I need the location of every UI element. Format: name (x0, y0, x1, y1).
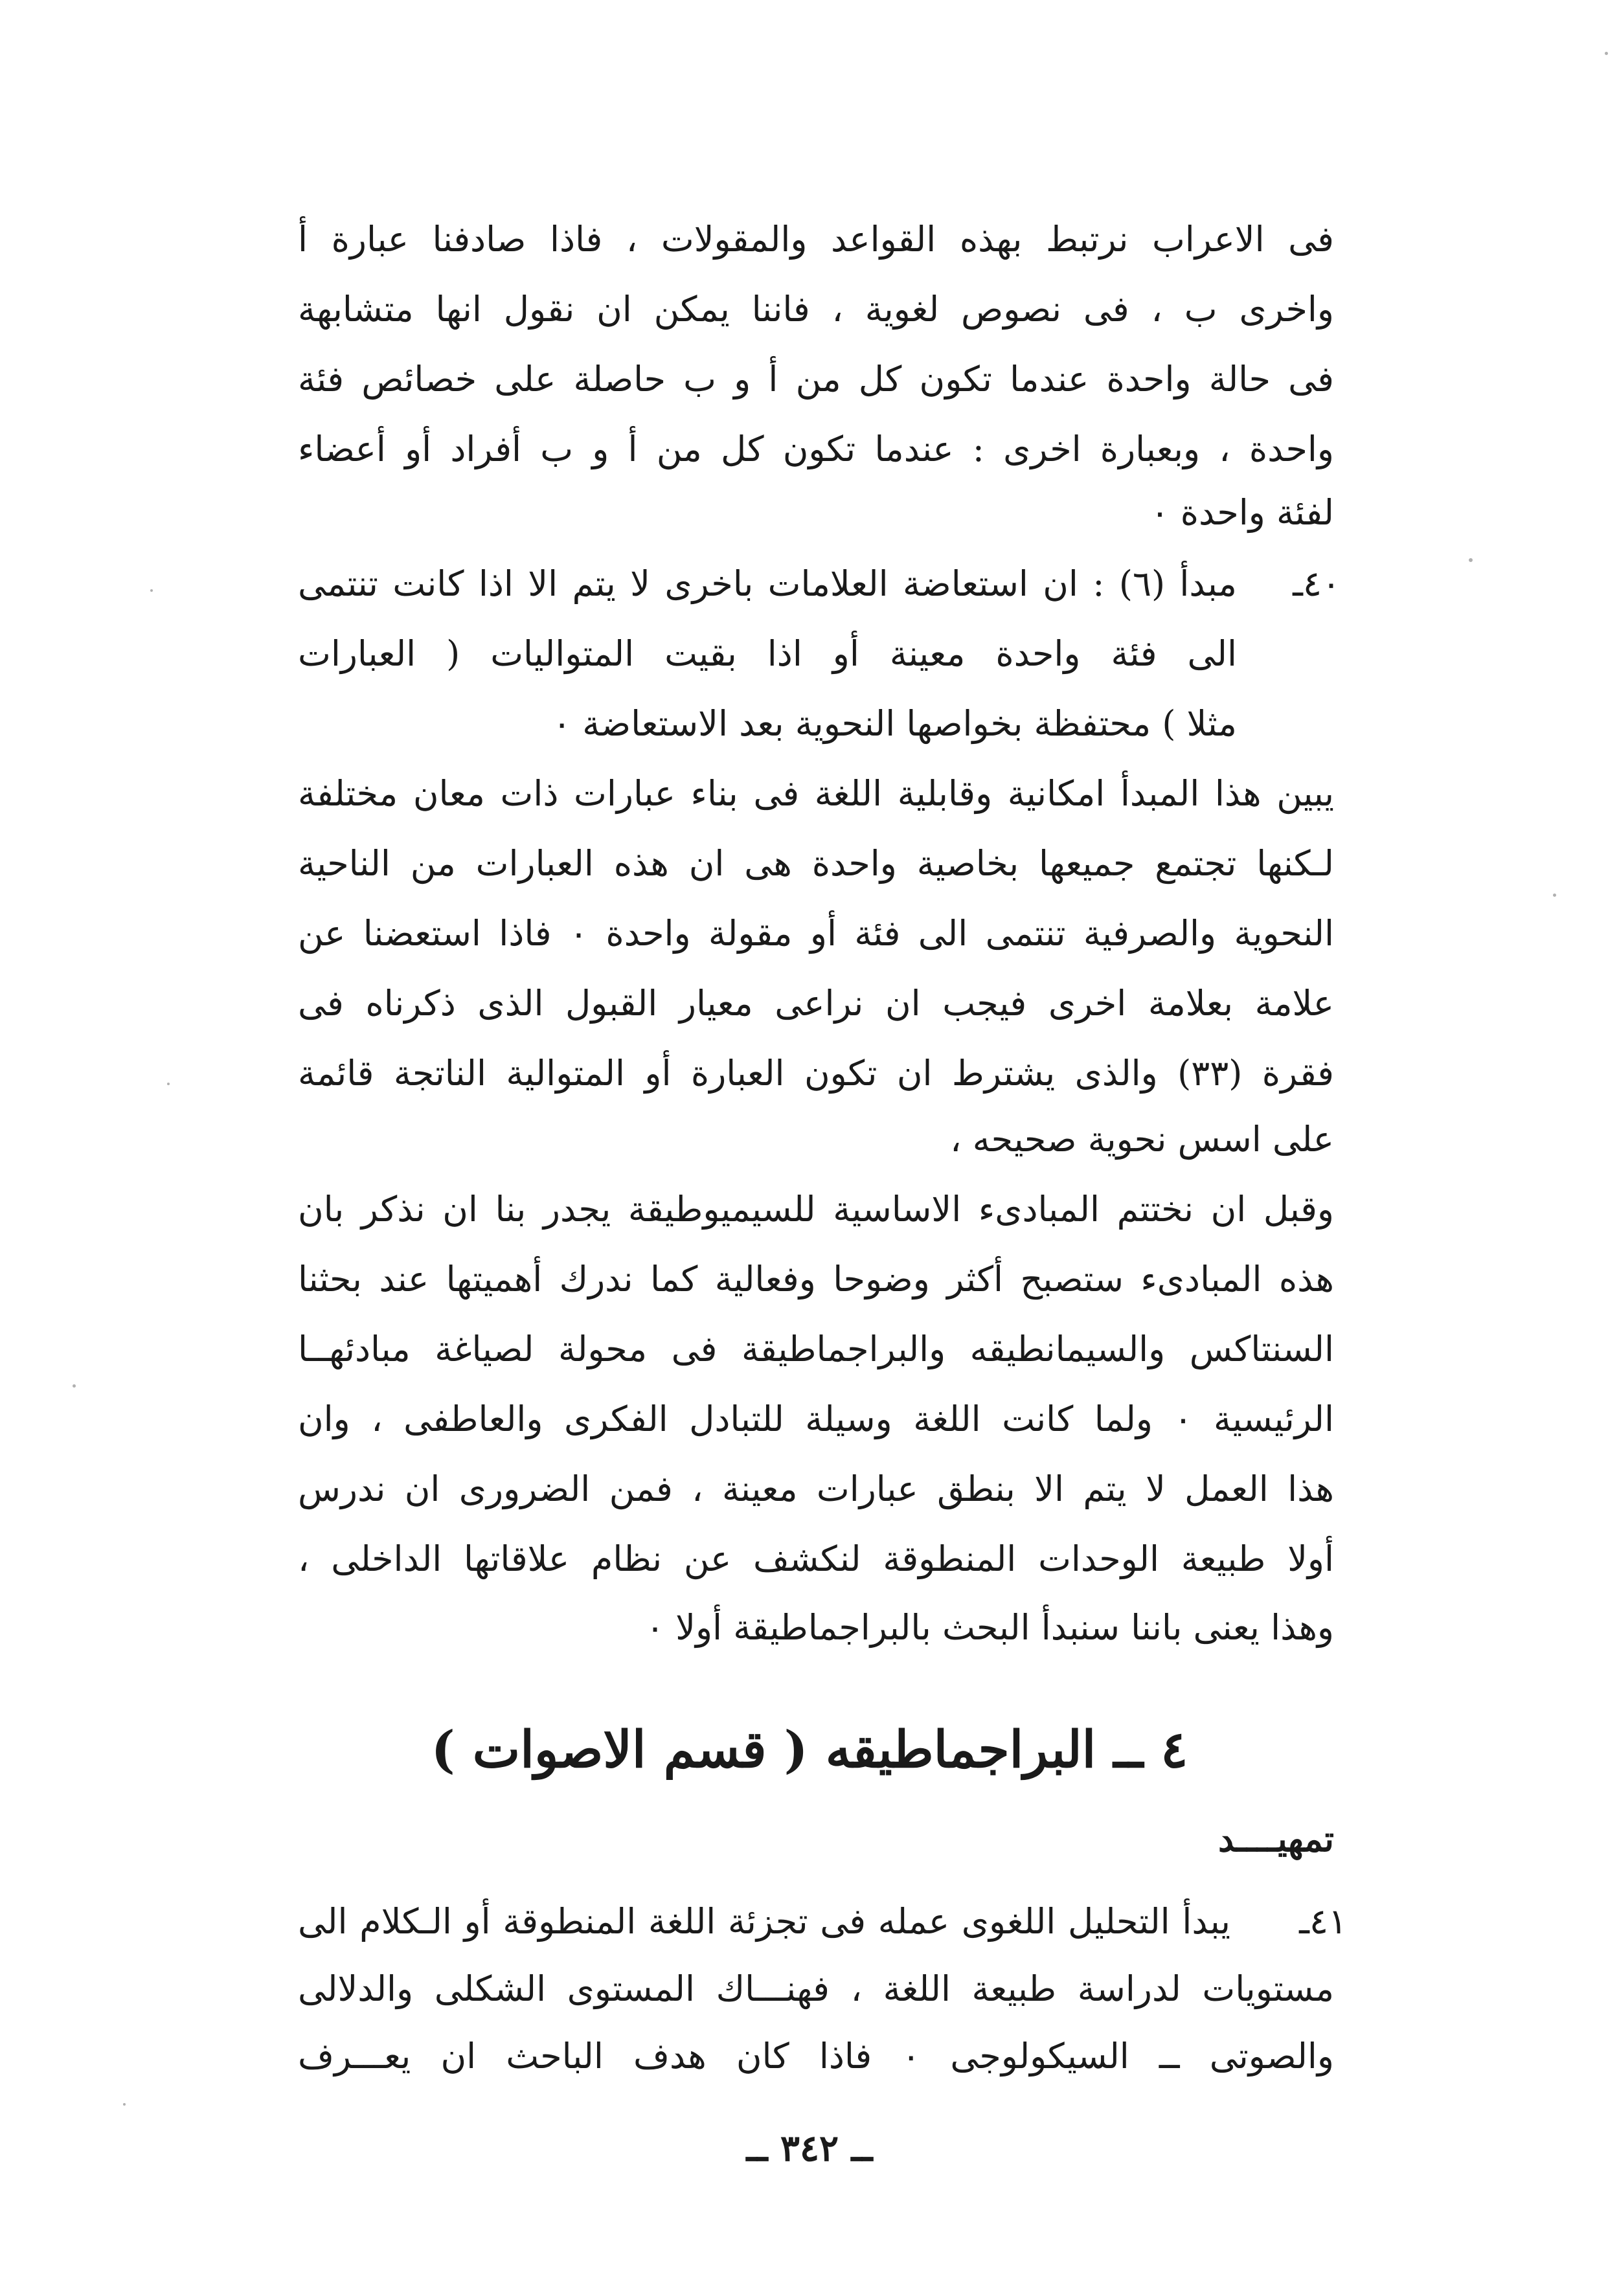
text-line: مستويات لدراسة طبيعة اللغة ، فهنـــاك المستوى الشكلى والدلالى (298, 1968, 1334, 2009)
scan-speck (167, 1083, 170, 1085)
text-line: علامة بعلامة اخرى فيجب ان نراعى معيار القبول الذى ذكرناه فى (298, 983, 1334, 1024)
item-number-40: ٤٠ـ (1293, 563, 1341, 604)
text-line: الرئيسية ٠ ولما كانت اللغة وسيلة للتبادل الفكرى والعاطفى ، وان (298, 1399, 1334, 1439)
text-line: يبين هذا المبدأ امكانية وقابلية اللغة فى بناء عبارات ذات معان مختلفة (298, 773, 1334, 814)
item-number-41: ٤١ـ (1299, 1901, 1347, 1942)
text-line: وهذا يعنى باننا سنبدأ البحث بالبراجماطيقة أولا ٠ (645, 1607, 1334, 1648)
text-line: لـكنها تجتمع جميعها بخاصية واحدة هى ان هذه العبارات من الناحية (298, 843, 1335, 884)
scan-speck (123, 2103, 126, 2106)
text-line: يبدأ التحليل اللغوى عمله فى تجزئة اللغة المنطوقة أو الـكلام الى (298, 1901, 1230, 1942)
scan-speck (73, 1384, 76, 1388)
text-line: وقبل ان نختتم المبادىء الاساسية للسيميوطيقة يجدر بنا ان نذكر بان (298, 1189, 1334, 1230)
page-number: ــ ٣٤٢ ــ (746, 2127, 873, 2170)
text-line: النحوية والصرفية تنتمى الى فئة أو مقولة واحدة ٠ فاذا استعضنا عن (298, 913, 1334, 954)
text-line: فى حالة واحدة عندما تكون كل من أ و ب حاصلة على خصائص فئة (298, 359, 1334, 400)
text-line: هذا العمل لا يتم الا بنطق عبارات معينة ، فمن الضرورى ان ندرس (298, 1469, 1334, 1509)
text-line: والصوتى ــ السيكولوجى ٠ فاذا كان هدف الباحث ان يعـــرف (298, 2036, 1334, 2077)
scan-speck (1605, 52, 1608, 55)
text-line: هذه المبادىء ستصبح أكثر وضوحا وفعالية كما ندرك أهميتها عند بحثنا (298, 1259, 1334, 1300)
scan-speck (1469, 558, 1473, 562)
text-line: مثلا ) محتفظة بخواصها النحوية بعد الاستعاضة ٠ (552, 703, 1237, 744)
text-line: لفئة واحدة ٠ (1150, 492, 1334, 533)
text-line: فقرة (٣٣) والذى يشترط ان تكون العبارة أو المتوالية الناتجة قائمة (298, 1053, 1334, 1094)
text-line: واحدة ، وبعبارة اخرى : عندما تكون كل من أ و ب أفراد أو أعضاء (298, 429, 1334, 469)
text-line: الى فئة واحدة معينة أو اذا بقيت المتواليات ( العبارات (298, 633, 1237, 674)
scan-speck (1553, 894, 1556, 897)
text-line: مبدأ (٦) : ان استعاضة العلامات باخرى لا يتم الا اذا كانت تنتمى (298, 563, 1237, 604)
subheading: تمهيــــد (1217, 1818, 1334, 1860)
scan-speck (150, 589, 153, 592)
text-line: السنتاكس والسيمانطيقه والبراجماطيقة فى محولة لصياغة مبادئهــا (298, 1329, 1334, 1369)
text-line: واخرى ب ، فى نصوص لغوية ، فاننا يمكن ان نقول انها متشابهة (298, 289, 1334, 330)
text-line: فى الاعراب نرتبط بهذه القواعد والمقولات ، فاذا صادفنا عبارة أ (298, 219, 1334, 260)
text-line: أولا طبيعة الوحدات المنطوقة لنكشف عن نظام علاقاتها الداخلى ، (298, 1538, 1334, 1579)
section-heading: ٤ ــ البراجماطيقه ( قسم الاصوات ) (431, 1720, 1188, 1779)
text-line: على اسس نحوية صحيحه ، (950, 1119, 1334, 1160)
